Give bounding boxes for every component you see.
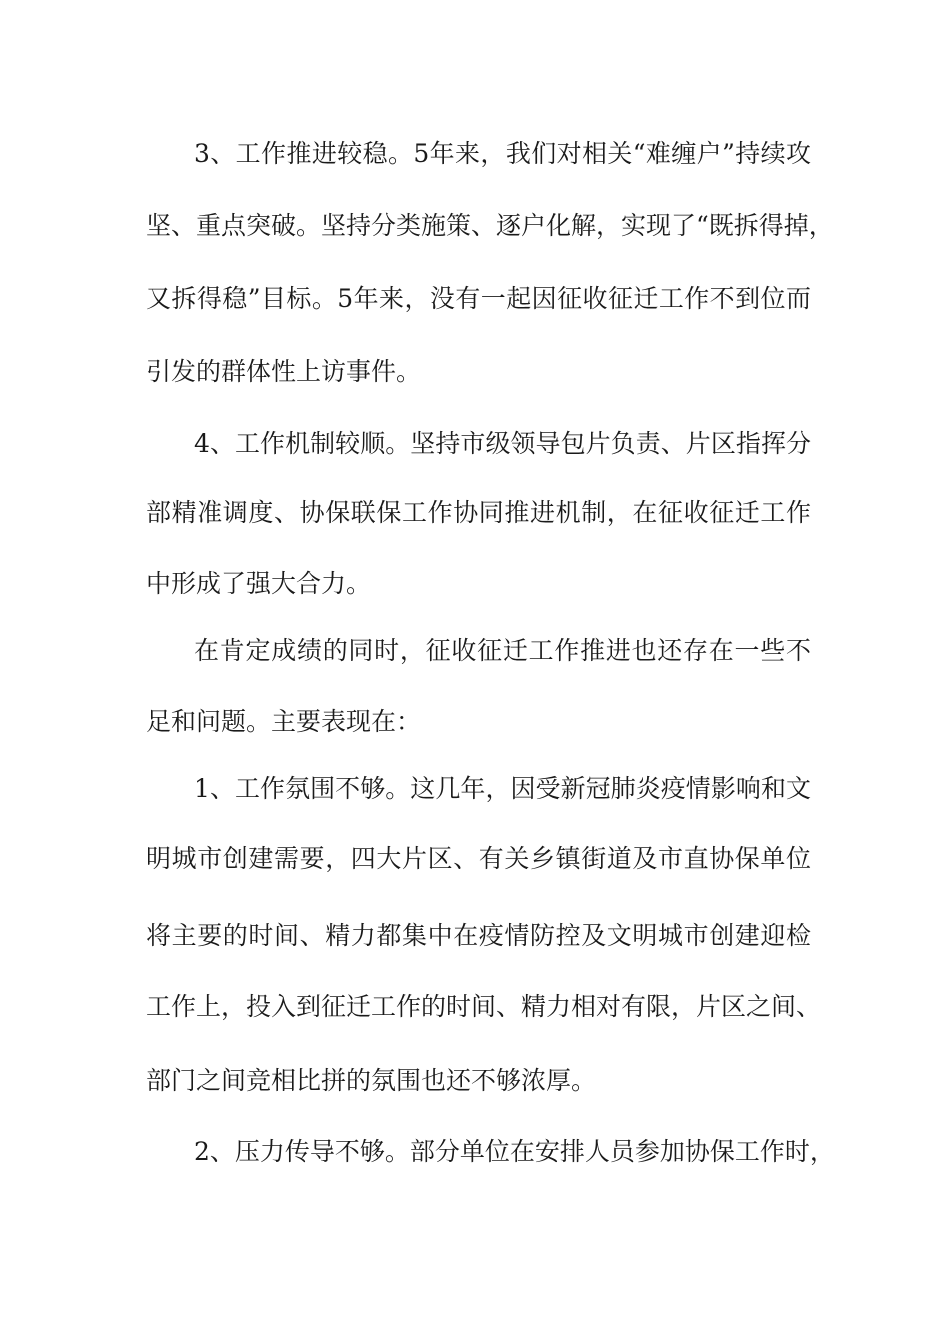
paragraph-problem-1-line-4: 工作上，投入到征迁工作的时间、精力相对有限，片区之间、 xyxy=(146,992,822,1021)
paragraph-4-line-1: 4、工作机制较顺。坚持市级领导包片负责、片区指挥分 xyxy=(194,429,811,458)
paragraph-problem-1-line-3: 将主要的时间、精力都集中在疫情防控及文明城市创建迎检 xyxy=(146,921,811,950)
paragraph-problem-1-line-2: 明城市创建需要，四大片区、有关乡镇街道及市直协保单位 xyxy=(146,844,811,873)
paragraph-problem-1-line-1: 1、工作氛围不够。这几年，因受新冠肺炎疫情影响和文 xyxy=(194,774,811,803)
paragraph-3-line-2: 坚、重点突破。坚持分类施策、逐户化解，实现了“既拆得掉， xyxy=(146,211,834,240)
paragraph-problem-1-line-5: 部门之间竞相比拼的氛围也还不够浓厚。 xyxy=(146,1066,597,1095)
paragraph-3-line-1: 3、工作推进较稳。5年来，我们对相关“难缠户”持续攻 xyxy=(194,139,812,168)
paragraph-3-line-4: 引发的群体性上访事件。 xyxy=(146,357,422,386)
paragraph-4-line-3: 中形成了强大合力。 xyxy=(146,569,372,598)
paragraph-3-line-3: 又拆得稳”目标。5年来，没有一起因征收征迁工作不到位而 xyxy=(146,284,811,313)
paragraph-problems-line-2: 足和问题。主要表现在： xyxy=(146,707,422,736)
paragraph-problems-line-1: 在肯定成绩的同时，征收征迁工作推进也还存在一些不 xyxy=(194,636,811,665)
paragraph-problem-2-line-1: 2、压力传导不够。部分单位在安排人员参加协保工作时， xyxy=(194,1137,835,1166)
paragraph-4-line-2: 部精准调度、协保联保工作协同推进机制，在征收征迁工作 xyxy=(146,498,811,527)
